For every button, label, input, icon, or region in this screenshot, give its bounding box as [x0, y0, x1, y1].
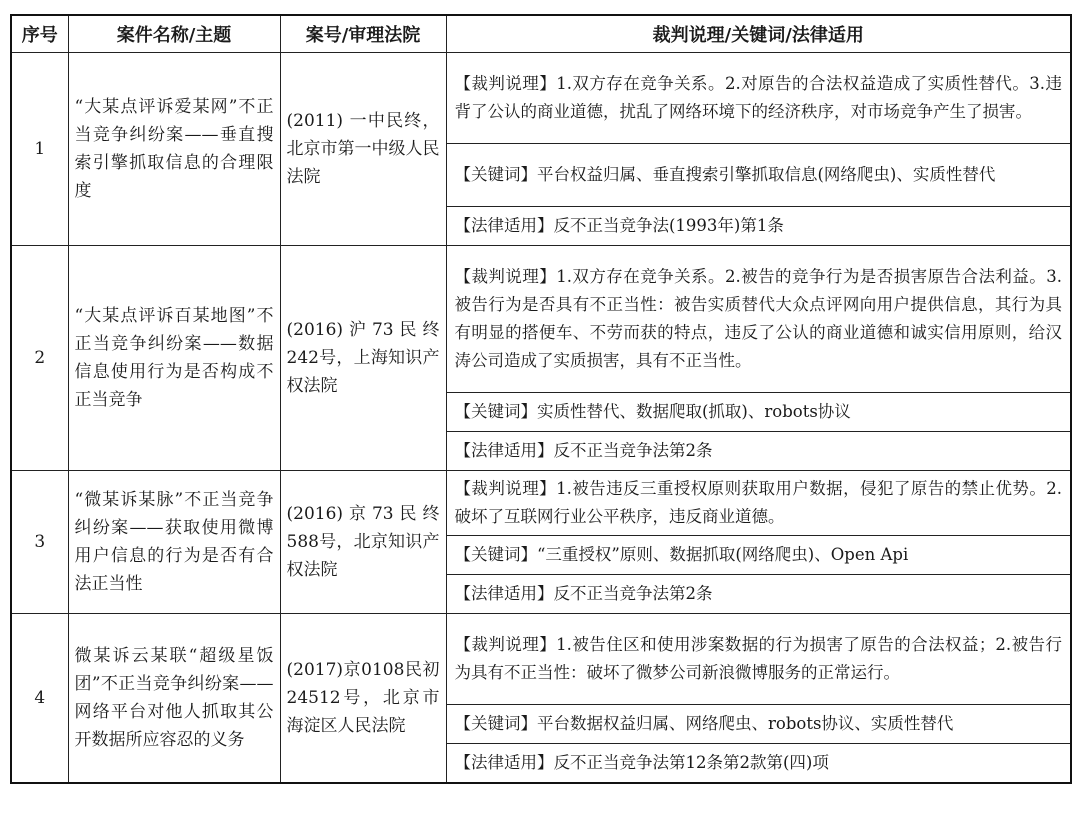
table-header-row	[11, 15, 1071, 53]
header-court: 案号/审理法院	[280, 15, 446, 53]
case-reasoning: 【裁判说理】1.被告住区和使用涉案数据的行为损害了原告的合法权益；2.被告行为具有不正当性：破坏了微梦公司新浪微博服务的正常运行。	[446, 614, 1071, 705]
header-name: 案件名称/主题	[68, 15, 280, 53]
row-number: 2	[11, 246, 68, 471]
case-name: “大某点评诉爱某网”不正当竞争纠纷案——垂直搜索引擎抓取信息的合理限度	[68, 53, 280, 246]
case-keywords: 【关键词】实质性替代、数据爬取(抓取)、robots协议	[446, 393, 1071, 432]
case-law: 【法律适用】反不正当竞争法(1993年)第1条	[446, 207, 1071, 246]
case-law: 【法律适用】反不正当竞争法第12条第2款第(四)项	[446, 744, 1071, 784]
case-name: “大某点评诉百某地图”不正当竞争纠纷案——数据信息使用行为是否构成不正当竞争	[68, 246, 280, 471]
case-name: “微某诉某脉”不正当竞争纠纷案——获取使用微博用户信息的行为是否有合法正当性	[68, 471, 280, 614]
header-no: 序号	[11, 15, 68, 53]
table-row	[11, 614, 1071, 705]
case-keywords: 【关键词】平台权益归属、垂直搜索引擎抓取信息(网络爬虫)、实质性替代	[446, 144, 1071, 207]
table-row	[11, 53, 1071, 144]
case-court: (2016)沪73民终242号，上海知识产权法院	[280, 246, 446, 471]
header-reason: 裁判说理/关键词/法律适用	[446, 15, 1071, 53]
case-keywords: 【关键词】平台数据权益归属、网络爬虫、robots协议、实质性替代	[446, 705, 1071, 744]
case-reasoning: 【裁判说理】1.双方存在竞争关系。2.被告的竞争行为是否损害原告合法利益。3.被告行为是否具有不正当性：被告实质替代大众点评网向用户提供信息，其行为具有明显的搭便车、不劳而获的特点，违反了公认的商业道德和诚实信用原则，给汉涛公司造成了实质损害，具有不正当性。	[446, 246, 1071, 393]
case-table	[10, 14, 1072, 784]
case-name: 微某诉云某联“超级星饭团”不正当竞争纠纷案——网络平台对他人抓取其公开数据所应容忍的义务	[68, 614, 280, 784]
row-number: 4	[11, 614, 68, 784]
case-reasoning: 【裁判说理】1.双方存在竞争关系。2.对原告的合法权益造成了实质性替代。3.违背了公认的商业道德，扰乱了网络环境下的经济秩序，对市场竞争产生了损害。	[446, 53, 1071, 144]
row-number: 1	[11, 53, 68, 246]
case-court: (2017)京0108民初24512号，北京市海淀区人民法院	[280, 614, 446, 784]
case-law: 【法律适用】反不正当竞争法第2条	[446, 575, 1071, 614]
case-court: (2011) 一中民终，北京市第一中级人民法院	[280, 53, 446, 246]
case-keywords: 【关键词】“三重授权”原则、数据抓取(网络爬虫)、Open Api	[446, 536, 1071, 575]
row-number: 3	[11, 471, 68, 614]
table-row	[11, 471, 1071, 536]
case-reasoning: 【裁判说理】1.被告违反三重授权原则获取用户数据，侵犯了原告的禁止优势。2.破坏了互联网行业公平秩序，违反商业道德。	[446, 471, 1071, 536]
table-row	[11, 246, 1071, 393]
case-law: 【法律适用】反不正当竞争法第2条	[446, 432, 1071, 471]
case-court: (2016)京73民终588号，北京知识产权法院	[280, 471, 446, 614]
